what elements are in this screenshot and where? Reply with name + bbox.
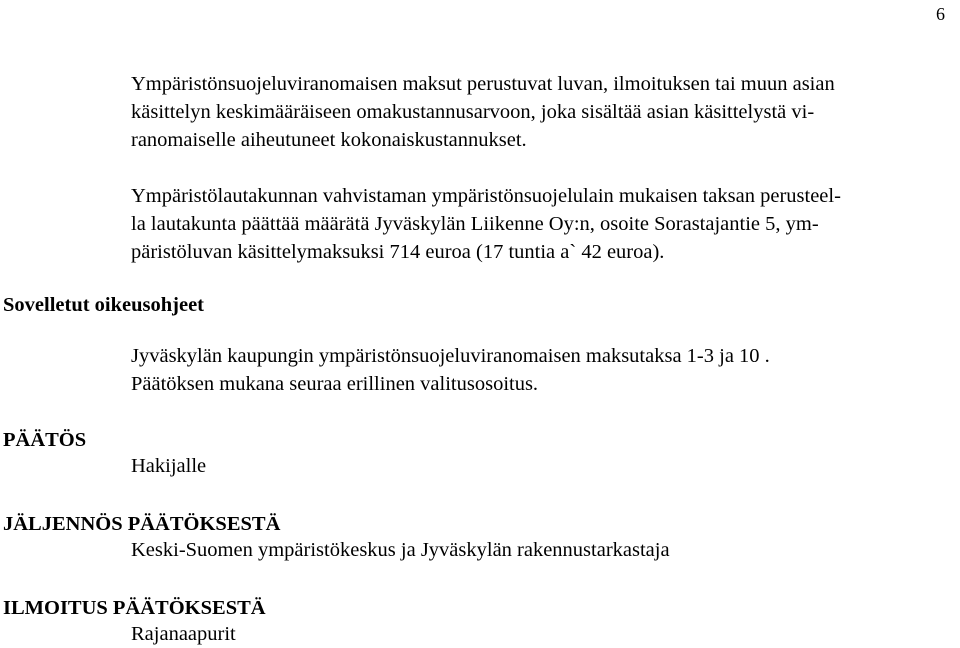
fee-basis-paragraph	[131, 70, 835, 154]
applied-rules-paragraph	[131, 342, 770, 398]
notice-recipient: Rajanaapurit	[131, 623, 236, 645]
copy-heading: JÄLJENNÖS PÄÄTÖKSESTÄ	[3, 513, 281, 535]
fee-decision-line: päristöluvan käsittelymaksuksi 714 euroa (17 tuntia a` 42 euroa).	[131, 241, 665, 263]
fee-decision-line: la lautakunta päättää määrätä Jyväskylän Liikenne Oy:n, osoite Sorastajantie 5, ym-	[131, 213, 819, 235]
copy-recipient: Keski-Suomen ympäristökeskus ja Jyväskylän rakennustarkastaja	[131, 539, 670, 561]
fee-decision-paragraph	[131, 182, 841, 266]
fee-basis-line: ranomaiselle aiheutuneet kokonaiskustannukset.	[131, 129, 527, 151]
applied-rules-heading: Sovelletut oikeusohjeet	[3, 294, 204, 316]
page-number: 6	[936, 4, 945, 24]
notice-heading: ILMOITUS PÄÄTÖKSESTÄ	[3, 597, 266, 619]
fee-basis-line: Ympäristönsuojeluviranomaisen maksut perustuvat luvan, ilmoituksen tai muun asian	[131, 73, 835, 95]
applied-rules-line: Päätöksen mukana seuraa erillinen valitusosoitus.	[131, 373, 539, 395]
fee-basis-line: käsittelyn keskimääräiseen omakustannusarvoon, joka sisältää asian käsittelystä vi-	[131, 101, 815, 123]
decision-recipient: Hakijalle	[131, 455, 207, 477]
applied-rules-line: Jyväskylän kaupungin ympäristönsuojeluviranomaisen maksutaksa 1-3 ja 10 .	[131, 345, 770, 367]
decision-heading: PÄÄTÖS	[3, 429, 87, 451]
fee-decision-line: Ympäristölautakunnan vahvistaman ympäristönsuojelulain mukaisen taksan perusteel-	[131, 185, 841, 207]
